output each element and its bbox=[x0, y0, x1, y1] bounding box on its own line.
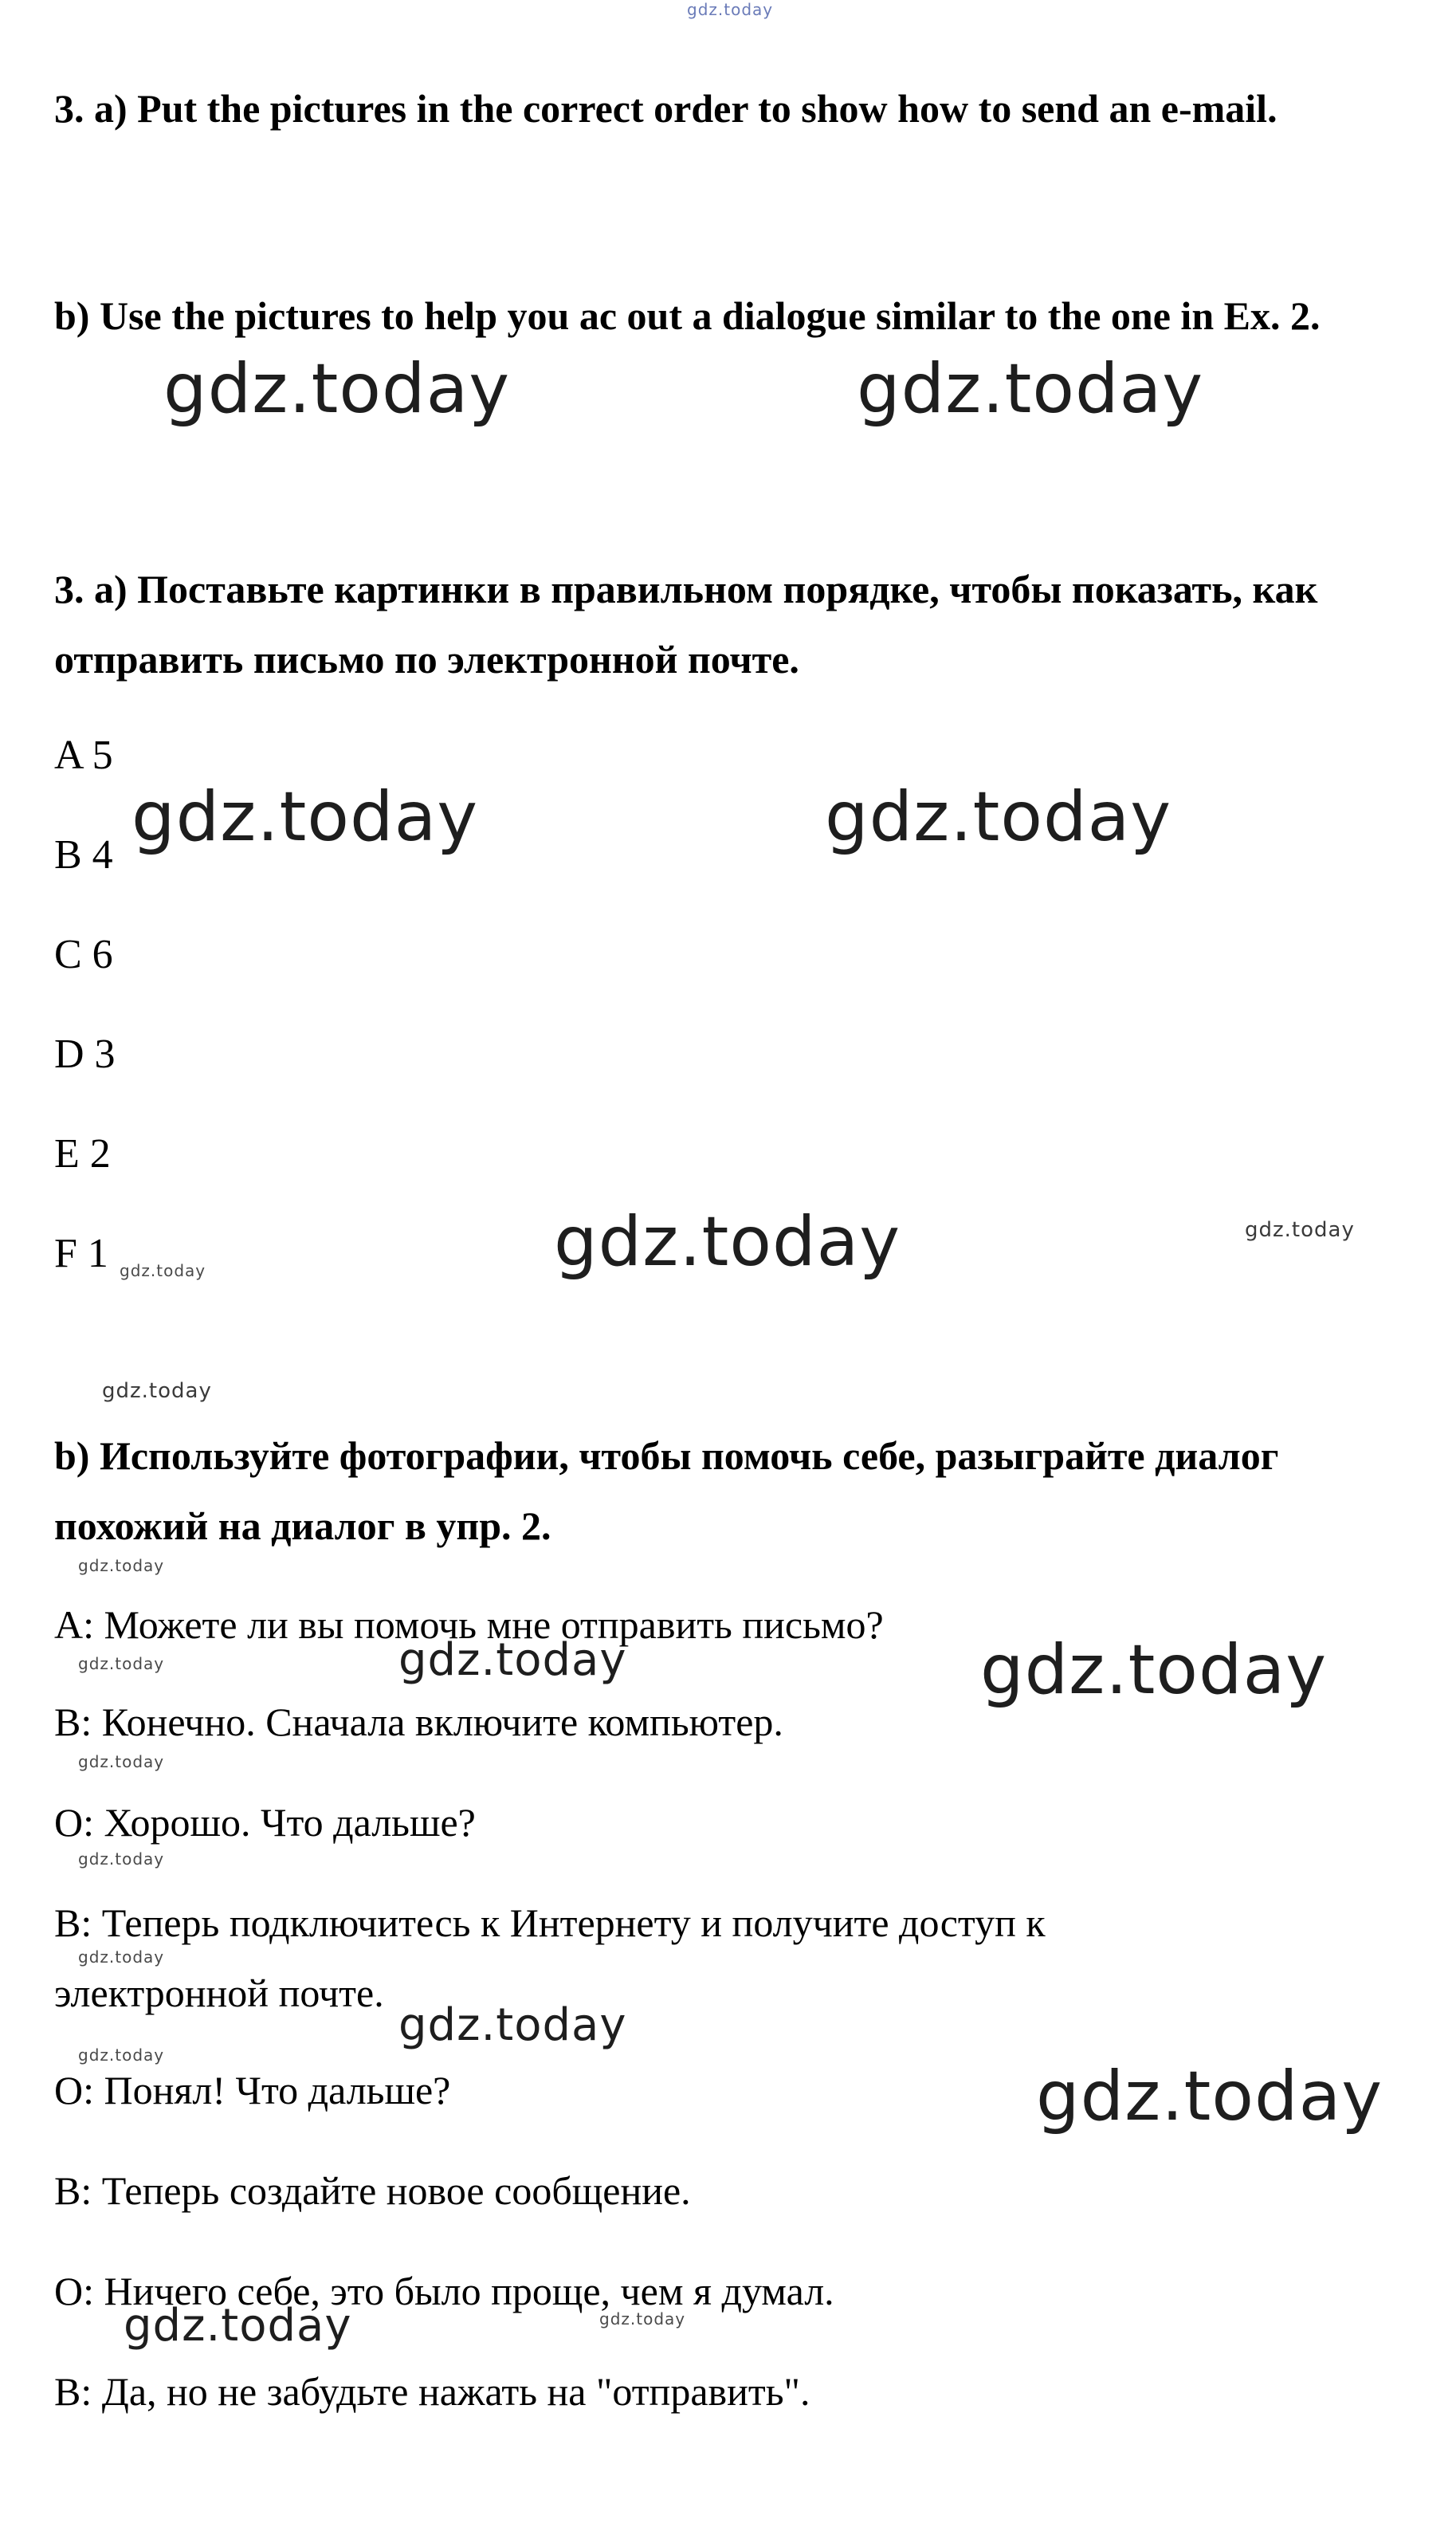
dialogue-line: В: Да, но не забудьте нажать на "отправить". bbox=[54, 2369, 810, 2414]
watermark-text: gdz.today bbox=[599, 2309, 686, 2328]
top-watermark: gdz.today bbox=[687, 0, 774, 19]
watermark-text: gdz.today bbox=[78, 1947, 165, 1967]
watermark-text: gdz.today bbox=[131, 777, 479, 857]
watermark-text: gdz.today bbox=[78, 1752, 165, 1771]
watermark-text: gdz.today bbox=[398, 1634, 627, 1686]
answer-a: A 5 bbox=[54, 733, 113, 778]
dialogue-line: О: Хорошо. Что дальше? bbox=[54, 1800, 476, 1845]
watermark-text: gdz.today bbox=[825, 777, 1172, 857]
watermark-text: gdz.today bbox=[124, 2300, 352, 2352]
watermark-text: gdz.today bbox=[554, 1202, 901, 1282]
watermark-text: gdz.today bbox=[1245, 1218, 1355, 1242]
watermark-text: gdz.today bbox=[78, 1556, 165, 1575]
watermark-text: gdz.today bbox=[102, 1379, 212, 1403]
russian-task-b: b) Используйте фотографии, чтобы помочь себе, разыграйте диалог похожий на диалог в упр. 2. bbox=[54, 1433, 1279, 1548]
watermark-text: gdz.today bbox=[78, 1654, 165, 1673]
english-task-a: 3. a) Put the pictures in the correct order to show how to send an e-mail. bbox=[54, 86, 1277, 131]
answer-d: D 3 bbox=[54, 1032, 116, 1077]
watermark-text: gdz.today bbox=[398, 1999, 627, 2051]
dialogue-line: О: Понял! Что дальше? bbox=[54, 2068, 451, 2112]
english-task-b: b) Use the pictures to help you ac out a dialogue similar to the one in Ex. 2. bbox=[54, 293, 1321, 338]
answer-c: C 6 bbox=[54, 932, 113, 977]
answer-e: E 2 bbox=[54, 1131, 111, 1177]
answer-b: B 4 bbox=[54, 832, 113, 878]
watermark-text: gdz.today bbox=[980, 1630, 1328, 1710]
answer-f: F 1 bbox=[54, 1231, 108, 1276]
dialogue-line: электронной почте. bbox=[54, 1971, 384, 2015]
dialogue-line: В: Теперь создайте новое сообщение. bbox=[54, 2168, 691, 2213]
dialogue-line: О: Ничего себе, это было проще, чем я думал. bbox=[54, 2269, 834, 2313]
watermark-text: gdz.today bbox=[78, 1849, 165, 1869]
dialogue-line: А: Можете ли вы помочь мне отправить письмо? bbox=[54, 1602, 884, 1647]
watermark-text: gdz.today bbox=[1036, 2057, 1383, 2136]
dialogue-line: В: Теперь подключитесь к Интернету и получите доступ к bbox=[54, 1900, 1046, 1945]
watermark-text: gdz.today bbox=[857, 349, 1204, 429]
dialogue-line: В: Конечно. Сначала включите компьютер. bbox=[54, 1700, 783, 1744]
watermark-text: gdz.today bbox=[163, 349, 511, 429]
watermark-text: gdz.today bbox=[78, 2046, 165, 2065]
russian-task-a: 3. а) Поставьте картинки в правильном порядке, чтобы показать, как отправить письмо по электронной почте. bbox=[54, 567, 1318, 682]
watermark-text: gdz.today bbox=[120, 1261, 206, 1280]
